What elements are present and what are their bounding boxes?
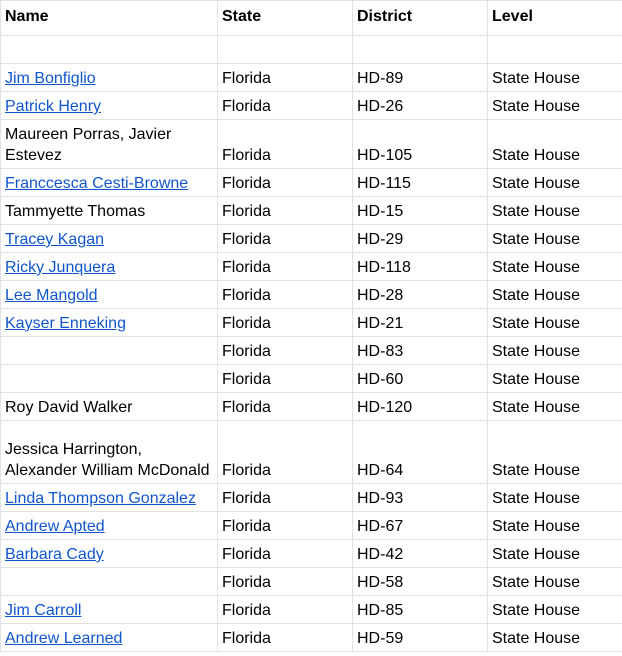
candidate-link[interactable]: Patrick Henry [5, 98, 102, 115]
empty-cell[interactable] [218, 36, 353, 64]
cell-level-text: State House [492, 602, 581, 619]
candidate-link[interactable]: Andrew Apted [5, 518, 105, 535]
cell-district-text: HD-58 [357, 574, 404, 591]
cell-level[interactable] [488, 281, 622, 309]
cell-state[interactable] [218, 337, 353, 365]
cell-level[interactable] [488, 393, 622, 421]
cell-name[interactable] [1, 281, 218, 309]
empty-cell[interactable] [353, 36, 488, 64]
cell-name[interactable] [1, 540, 218, 568]
cell-district[interactable] [353, 169, 488, 197]
cell-state-text: Florida [222, 231, 271, 248]
cell-district[interactable] [353, 365, 488, 393]
cell-district-text: HD-93 [357, 490, 404, 507]
cell-level-text: State House [492, 630, 581, 647]
cell-level[interactable] [488, 421, 622, 484]
cell-level-text: State House [492, 574, 581, 591]
cell-district-text: HD-15 [357, 203, 404, 220]
cell-district[interactable] [353, 197, 488, 225]
candidate-name: Maureen Porras, Javier Estevez [5, 126, 172, 164]
cell-district-text: HD-83 [357, 343, 404, 360]
cell-level[interactable] [488, 540, 622, 568]
cell-district[interactable] [353, 512, 488, 540]
cell-state-text: Florida [222, 399, 271, 416]
cell-district[interactable] [353, 596, 488, 624]
table-row [1, 393, 622, 421]
cell-state[interactable] [218, 197, 353, 225]
cell-state-text: Florida [222, 203, 271, 220]
cell-name[interactable] [1, 568, 218, 596]
cell-level-text: State House [492, 343, 581, 360]
table-row [1, 337, 622, 365]
cell-state[interactable] [218, 365, 353, 393]
header-name[interactable]: Name [1, 1, 218, 36]
cell-district[interactable] [353, 92, 488, 120]
cell-state-text: Florida [222, 462, 271, 479]
cell-name[interactable] [1, 309, 218, 337]
table-row [1, 197, 622, 225]
cell-state-text: Florida [222, 147, 271, 164]
cell-state-text: Florida [222, 602, 271, 619]
table-row [1, 225, 622, 253]
cell-level[interactable] [488, 169, 622, 197]
cell-district-text: HD-59 [357, 630, 404, 647]
cell-level-text: State House [492, 518, 581, 535]
cell-level[interactable] [488, 337, 622, 365]
cell-state[interactable] [218, 568, 353, 596]
cell-level[interactable] [488, 120, 622, 169]
cell-name[interactable] [1, 512, 218, 540]
cell-state-text: Florida [222, 70, 271, 87]
cell-level-text: State House [492, 203, 581, 220]
cell-state[interactable] [218, 421, 353, 484]
cell-district[interactable] [353, 225, 488, 253]
cell-state-text: Florida [222, 98, 271, 115]
cell-level-text: State House [492, 490, 581, 507]
cell-district[interactable] [353, 568, 488, 596]
cell-district-text: HD-21 [357, 315, 404, 332]
cell-district-text: HD-42 [357, 546, 404, 563]
cell-state[interactable] [218, 484, 353, 512]
cell-name[interactable] [1, 92, 218, 120]
cell-level[interactable] [488, 624, 622, 652]
table-row [1, 624, 622, 652]
header-state[interactable]: State [218, 1, 353, 36]
cell-name[interactable] [1, 64, 218, 92]
table-row [1, 169, 622, 197]
candidate-link[interactable]: Ricky Junquera [5, 259, 116, 276]
cell-state[interactable] [218, 120, 353, 169]
cell-level[interactable] [488, 596, 622, 624]
cell-district-text: HD-64 [357, 462, 404, 479]
cell-level-text: State House [492, 175, 581, 192]
cell-level[interactable] [488, 309, 622, 337]
cell-level-text: State House [492, 147, 581, 164]
cell-name[interactable] [1, 365, 218, 393]
candidate-link[interactable]: Franccesca Cesti-Browne [5, 175, 189, 192]
cell-state[interactable] [218, 393, 353, 421]
cell-district[interactable] [353, 484, 488, 512]
cell-state-text: Florida [222, 371, 271, 388]
cell-level[interactable] [488, 568, 622, 596]
table-row [1, 281, 622, 309]
cell-district-text: HD-85 [357, 602, 404, 619]
cell-district-text: HD-89 [357, 70, 404, 87]
cell-state-text: Florida [222, 343, 271, 360]
cell-state[interactable] [218, 624, 353, 652]
cell-level[interactable] [488, 484, 622, 512]
cell-state[interactable] [218, 596, 353, 624]
cell-state[interactable] [218, 309, 353, 337]
cell-district[interactable] [353, 337, 488, 365]
cell-level[interactable] [488, 253, 622, 281]
cell-level-text: State House [492, 259, 581, 276]
cell-state-text: Florida [222, 490, 271, 507]
cell-district[interactable] [353, 540, 488, 568]
cell-district-text: HD-118 [357, 259, 411, 276]
cell-district-text: HD-60 [357, 371, 404, 388]
candidate-link[interactable]: Jim Carroll [5, 602, 82, 619]
empty-row [1, 36, 622, 64]
cell-level[interactable] [488, 225, 622, 253]
cell-name[interactable] [1, 596, 218, 624]
cell-district-text: HD-28 [357, 287, 404, 304]
cell-district[interactable] [353, 281, 488, 309]
cell-state[interactable] [218, 281, 353, 309]
cell-district-text: HD-115 [357, 175, 411, 192]
table-row [1, 64, 622, 92]
cell-name[interactable] [1, 197, 218, 225]
candidate-link[interactable]: Barbara Cady [5, 546, 104, 563]
table-row [1, 309, 622, 337]
cell-level[interactable] [488, 512, 622, 540]
table-row [1, 484, 622, 512]
table-row [1, 92, 622, 120]
cell-district-text: HD-120 [357, 399, 413, 416]
candidate-link[interactable]: Linda Thompson Gonzalez [5, 490, 196, 507]
cell-state-text: Florida [222, 287, 271, 304]
cell-name[interactable] [1, 253, 218, 281]
cell-district[interactable] [353, 624, 488, 652]
cell-district[interactable] [353, 253, 488, 281]
cell-district[interactable] [353, 64, 488, 92]
cell-district[interactable] [353, 393, 488, 421]
cell-district[interactable] [353, 421, 488, 484]
table-row [1, 253, 622, 281]
cell-state-text: Florida [222, 175, 271, 192]
cell-name[interactable] [1, 120, 218, 169]
table-row [1, 512, 622, 540]
cell-level-text: State House [492, 371, 581, 388]
cell-level[interactable] [488, 197, 622, 225]
cell-district-text: HD-26 [357, 98, 404, 115]
cell-name[interactable] [1, 624, 218, 652]
table-row [1, 540, 622, 568]
candidate-name: Tammyette Thomas [5, 203, 146, 220]
cell-state-text: Florida [222, 546, 271, 563]
cell-level-text: State House [492, 70, 581, 87]
cell-state-text: Florida [222, 259, 271, 276]
candidate-link[interactable]: Lee Mangold [5, 287, 98, 304]
cell-name[interactable] [1, 169, 218, 197]
cell-level-text: State House [492, 231, 581, 248]
cell-state-text: Florida [222, 630, 271, 647]
candidate-link[interactable]: Jim Bonfiglio [5, 70, 96, 87]
table-row [1, 365, 622, 393]
cell-state[interactable] [218, 169, 353, 197]
cell-state[interactable] [218, 512, 353, 540]
cell-state[interactable] [218, 92, 353, 120]
table-row [1, 568, 622, 596]
cell-level-text: State House [492, 462, 581, 479]
cell-name[interactable] [1, 421, 218, 484]
cell-name[interactable] [1, 393, 218, 421]
table-row [1, 120, 622, 169]
table-row [1, 596, 622, 624]
table-body [1, 36, 622, 652]
cell-name[interactable] [1, 484, 218, 512]
cell-level[interactable] [488, 92, 622, 120]
cell-level[interactable] [488, 64, 622, 92]
cell-name[interactable] [1, 337, 218, 365]
cell-level-text: State House [492, 546, 581, 563]
cell-state-text: Florida [222, 315, 271, 332]
cell-state-text: Florida [222, 518, 271, 535]
cell-district[interactable] [353, 309, 488, 337]
candidate-name: Roy David Walker [5, 399, 133, 416]
candidate-link[interactable]: Kayser Enneking [5, 315, 126, 332]
table-row [1, 421, 622, 484]
header-row [1, 1, 622, 36]
header-level[interactable]: Level [488, 1, 622, 36]
cell-district-text: HD-105 [357, 147, 413, 164]
cell-district-text: HD-67 [357, 518, 404, 535]
cell-level-text: State House [492, 399, 581, 416]
header-district[interactable]: District [353, 1, 488, 36]
empty-cell[interactable] [1, 36, 218, 64]
cell-state[interactable] [218, 540, 353, 568]
empty-cell[interactable] [488, 36, 622, 64]
candidate-link[interactable]: Andrew Learned [5, 630, 123, 647]
candidate-name: Jessica Harrington, Alexander William McDonald [5, 441, 210, 479]
cell-level-text: State House [492, 98, 581, 115]
cell-state[interactable] [218, 64, 353, 92]
cell-state[interactable] [218, 225, 353, 253]
candidate-link[interactable]: Tracey Kagan [5, 231, 105, 248]
cell-level-text: State House [492, 287, 581, 304]
cell-level-text: State House [492, 315, 581, 332]
cell-district[interactable] [353, 120, 488, 169]
cell-state[interactable] [218, 253, 353, 281]
cell-level[interactable] [488, 365, 622, 393]
cell-name[interactable] [1, 225, 218, 253]
cell-district-text: HD-29 [357, 231, 404, 248]
cell-state-text: Florida [222, 574, 271, 591]
